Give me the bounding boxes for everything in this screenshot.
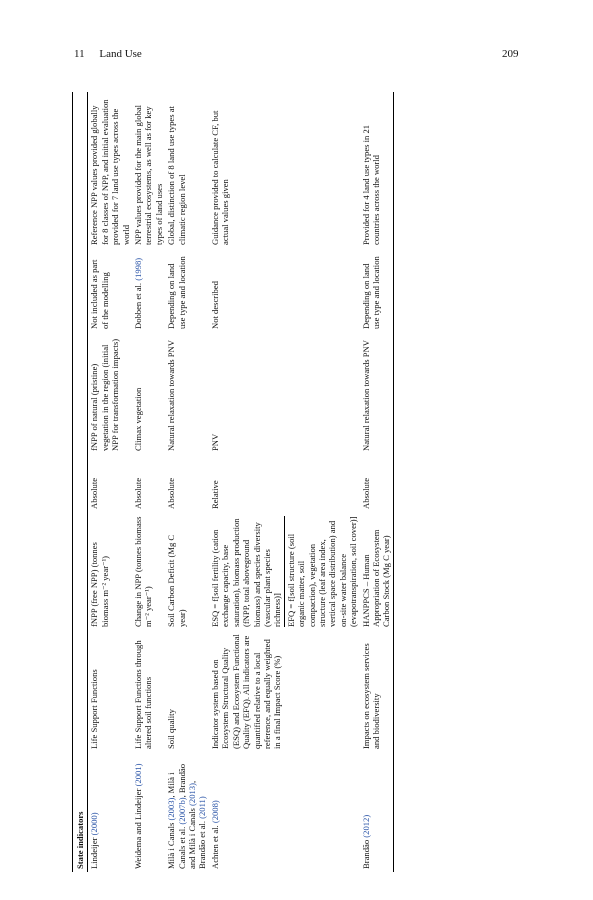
author-cell: [209, 752, 360, 872]
reference-cell: Natural relaxation towards PNV: [166, 340, 177, 451]
author-name: Brandão: [360, 839, 371, 869]
cf-cell: Depending on land use type and location: [360, 248, 394, 332]
author-name: Weidema and Lindeijer: [133, 788, 144, 869]
function-cell: Life Support Functions: [89, 669, 100, 749]
reference-cell: Natural relaxation towards PNV: [360, 332, 394, 454]
table-row: [360, 92, 394, 872]
rotated-table-container: [72, 92, 527, 872]
table-row: [209, 92, 360, 872]
esq-indicator: ESQ = f[soil fertility (cation exchange capacity, base saturation), biomass production (fNPP, total aboveground biomass) and species diversity (vascular plant species richness)]: [209, 518, 283, 627]
indicator-cell: HANPPCS – Human Appropriation of Ecosystem Carbon Stock (Mg C year): [360, 512, 394, 630]
type-cell: Relative: [209, 480, 220, 509]
section-title: State indicators: [73, 92, 88, 872]
author-name: Achten et al.: [209, 825, 220, 869]
efq-indicator: EFQ = f[soil structure (soil organic matter, soil compaction), vegetation structure (leaf area index, vertical space distribution) and on-site water balance (evapotranspiration, soil cover)]: [285, 516, 359, 627]
citation-link[interactable]: (2011): [197, 796, 208, 819]
remarks-cell: NPP values provided for the main global terrestrial ecosystems, as well as for key types of land uses: [133, 104, 164, 245]
table-row: [88, 92, 132, 872]
citation-link[interactable]: (1998): [133, 257, 144, 281]
citation-link[interactable]: (2013): [187, 783, 198, 806]
type-cell: Absolute: [360, 454, 394, 512]
indicator-cell: fNPP (free NPP) (tonnes biomass m⁻² year⁻¹): [89, 542, 110, 627]
author-name: Milà i Canals et al.: [166, 772, 187, 869]
function-cell: Life Support Functions through altered soil functions: [133, 640, 154, 749]
type-cell: Absolute: [89, 477, 100, 509]
author-cell: [360, 752, 394, 872]
author-cell: [88, 752, 132, 872]
citation-link[interactable]: (2007b): [176, 797, 187, 825]
reference-cell: fNPP of natural (pristine) vegetation in the region (initial NPP for transformation impacts): [89, 338, 121, 451]
author-name: Brandão et al.: [197, 821, 208, 869]
cf-cell: Not described: [209, 281, 220, 329]
indicator-cell: Soil Carbon Deficit (Mg C year): [166, 534, 187, 627]
indicator-cell: Change in NPP (tonnes biomass m⁻² year⁻¹): [133, 516, 154, 627]
citation-link[interactable]: (2000): [89, 812, 100, 836]
type-cell: Absolute: [133, 477, 144, 509]
chapter-title: Land Use: [99, 48, 142, 60]
remarks-cell: Provided for 4 land use types in 21 countries across the world: [360, 92, 394, 248]
remarks-cell: Global, distinction of 8 land use types at climatic region level: [166, 106, 187, 245]
running-header: [74, 48, 142, 60]
citation-link[interactable]: (2003): [166, 797, 177, 821]
chapter-number: 11: [74, 48, 85, 60]
author-cell: Milà i Canals (2003), Milà i Canals et al. (2007b), Brandão and Milà i Canals (2013), Brandão et al. (2011): [166, 763, 208, 869]
type-cell: Absolute: [166, 477, 177, 509]
cf-author: Dobben et al.: [133, 282, 144, 329]
author-name: Brandão and Milà i Canals: [176, 763, 198, 869]
indicator-cell: [209, 512, 360, 630]
author-cell: [132, 752, 165, 872]
page-number: 209: [502, 48, 519, 60]
reference-cell: Climax vegetation: [133, 387, 144, 451]
cf-cell: Depending on land use type and location: [166, 256, 187, 329]
author-name: Lindeijer: [89, 837, 100, 869]
function-cell: Soil quality: [166, 709, 177, 749]
function-cell: Impacts on ecosystem services and biodiversity: [360, 630, 394, 752]
author-name: Milà i Canals: [166, 822, 177, 869]
state-indicators-table: [72, 92, 394, 872]
citation-link[interactable]: (2001): [133, 763, 144, 787]
citation-link[interactable]: (2008): [209, 800, 220, 824]
reference-cell: PNV: [209, 433, 220, 451]
function-cell: Indicator system based on Ecosystem Structural Quality (ESQ) and Ecosystem Functional Quality (EFQ). All indicators are quantified relative to a local reference, and equally weighted in a final Impact Score (%): [209, 634, 283, 749]
section-header-row: [73, 92, 88, 872]
citation-link[interactable]: (2012): [360, 814, 371, 838]
remarks-cell: Guidance provided to calculate CF, but actual values given: [209, 110, 231, 245]
table-row: [132, 92, 165, 872]
table-row: [165, 92, 209, 872]
cf-cell: Not included as part of the modelling: [89, 259, 110, 329]
remarks-cell: Reference NPP values provided globally for 8 classes of NPP, and initial evaluation provided for 7 land use types across the world: [89, 99, 131, 245]
cf-cell: [132, 248, 165, 332]
